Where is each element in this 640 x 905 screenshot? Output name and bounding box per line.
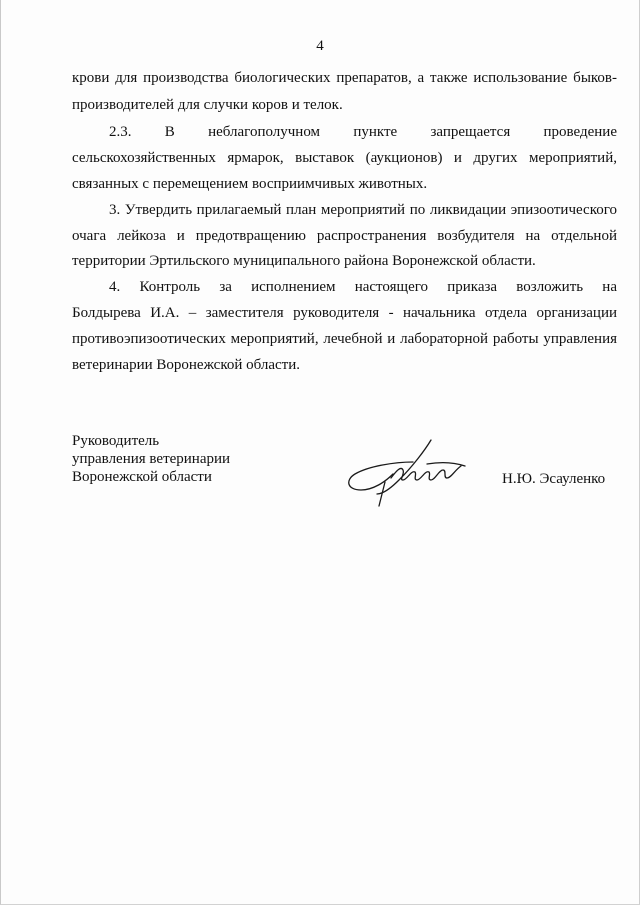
text-line: сельскохозяйственных ярмарок, выставок (аукционов) и других мероприятий, (72, 150, 617, 166)
text-line: Болдырева И.А. – заместителя руководителя - начальника отдела организации (72, 305, 617, 321)
text-line: противоэпизоотических мероприятий, лечебной и лабораторной работы управления (72, 331, 617, 347)
text-line: 2.3. В неблагополучном пункте запрещается проведение (109, 124, 617, 140)
text-line: производителей для случки коров и телок. (72, 97, 343, 113)
signature-title-line: Воронежской области (72, 469, 212, 485)
signature-title-line: управления ветеринарии (72, 451, 231, 467)
text-line: ветеринарии Воронежской области. (72, 357, 301, 373)
page-number: 4 (316, 38, 324, 54)
handwritten-signature (343, 436, 473, 508)
text-line: связанных с перемещением восприимчивых животных. (72, 176, 428, 192)
text-line: территории Эртильского муниципального района Воронежской области. (72, 253, 536, 269)
text-line: 4. Контроль за исполнением настоящего приказа возложить на (109, 279, 617, 295)
text-line: 3. Утвердить прилагаемый план мероприятий по ликвидации эпизоотического (109, 202, 617, 218)
signature-title-line: Руководитель (72, 433, 160, 449)
signer-name: Н.Ю. Эсауленко (502, 471, 606, 487)
text-line: очага лейкоза и предотвращению распространения возбудителя на отдельной (72, 228, 617, 244)
text-line: крови для производства биологических препаратов, а также использование быков- (72, 70, 617, 86)
